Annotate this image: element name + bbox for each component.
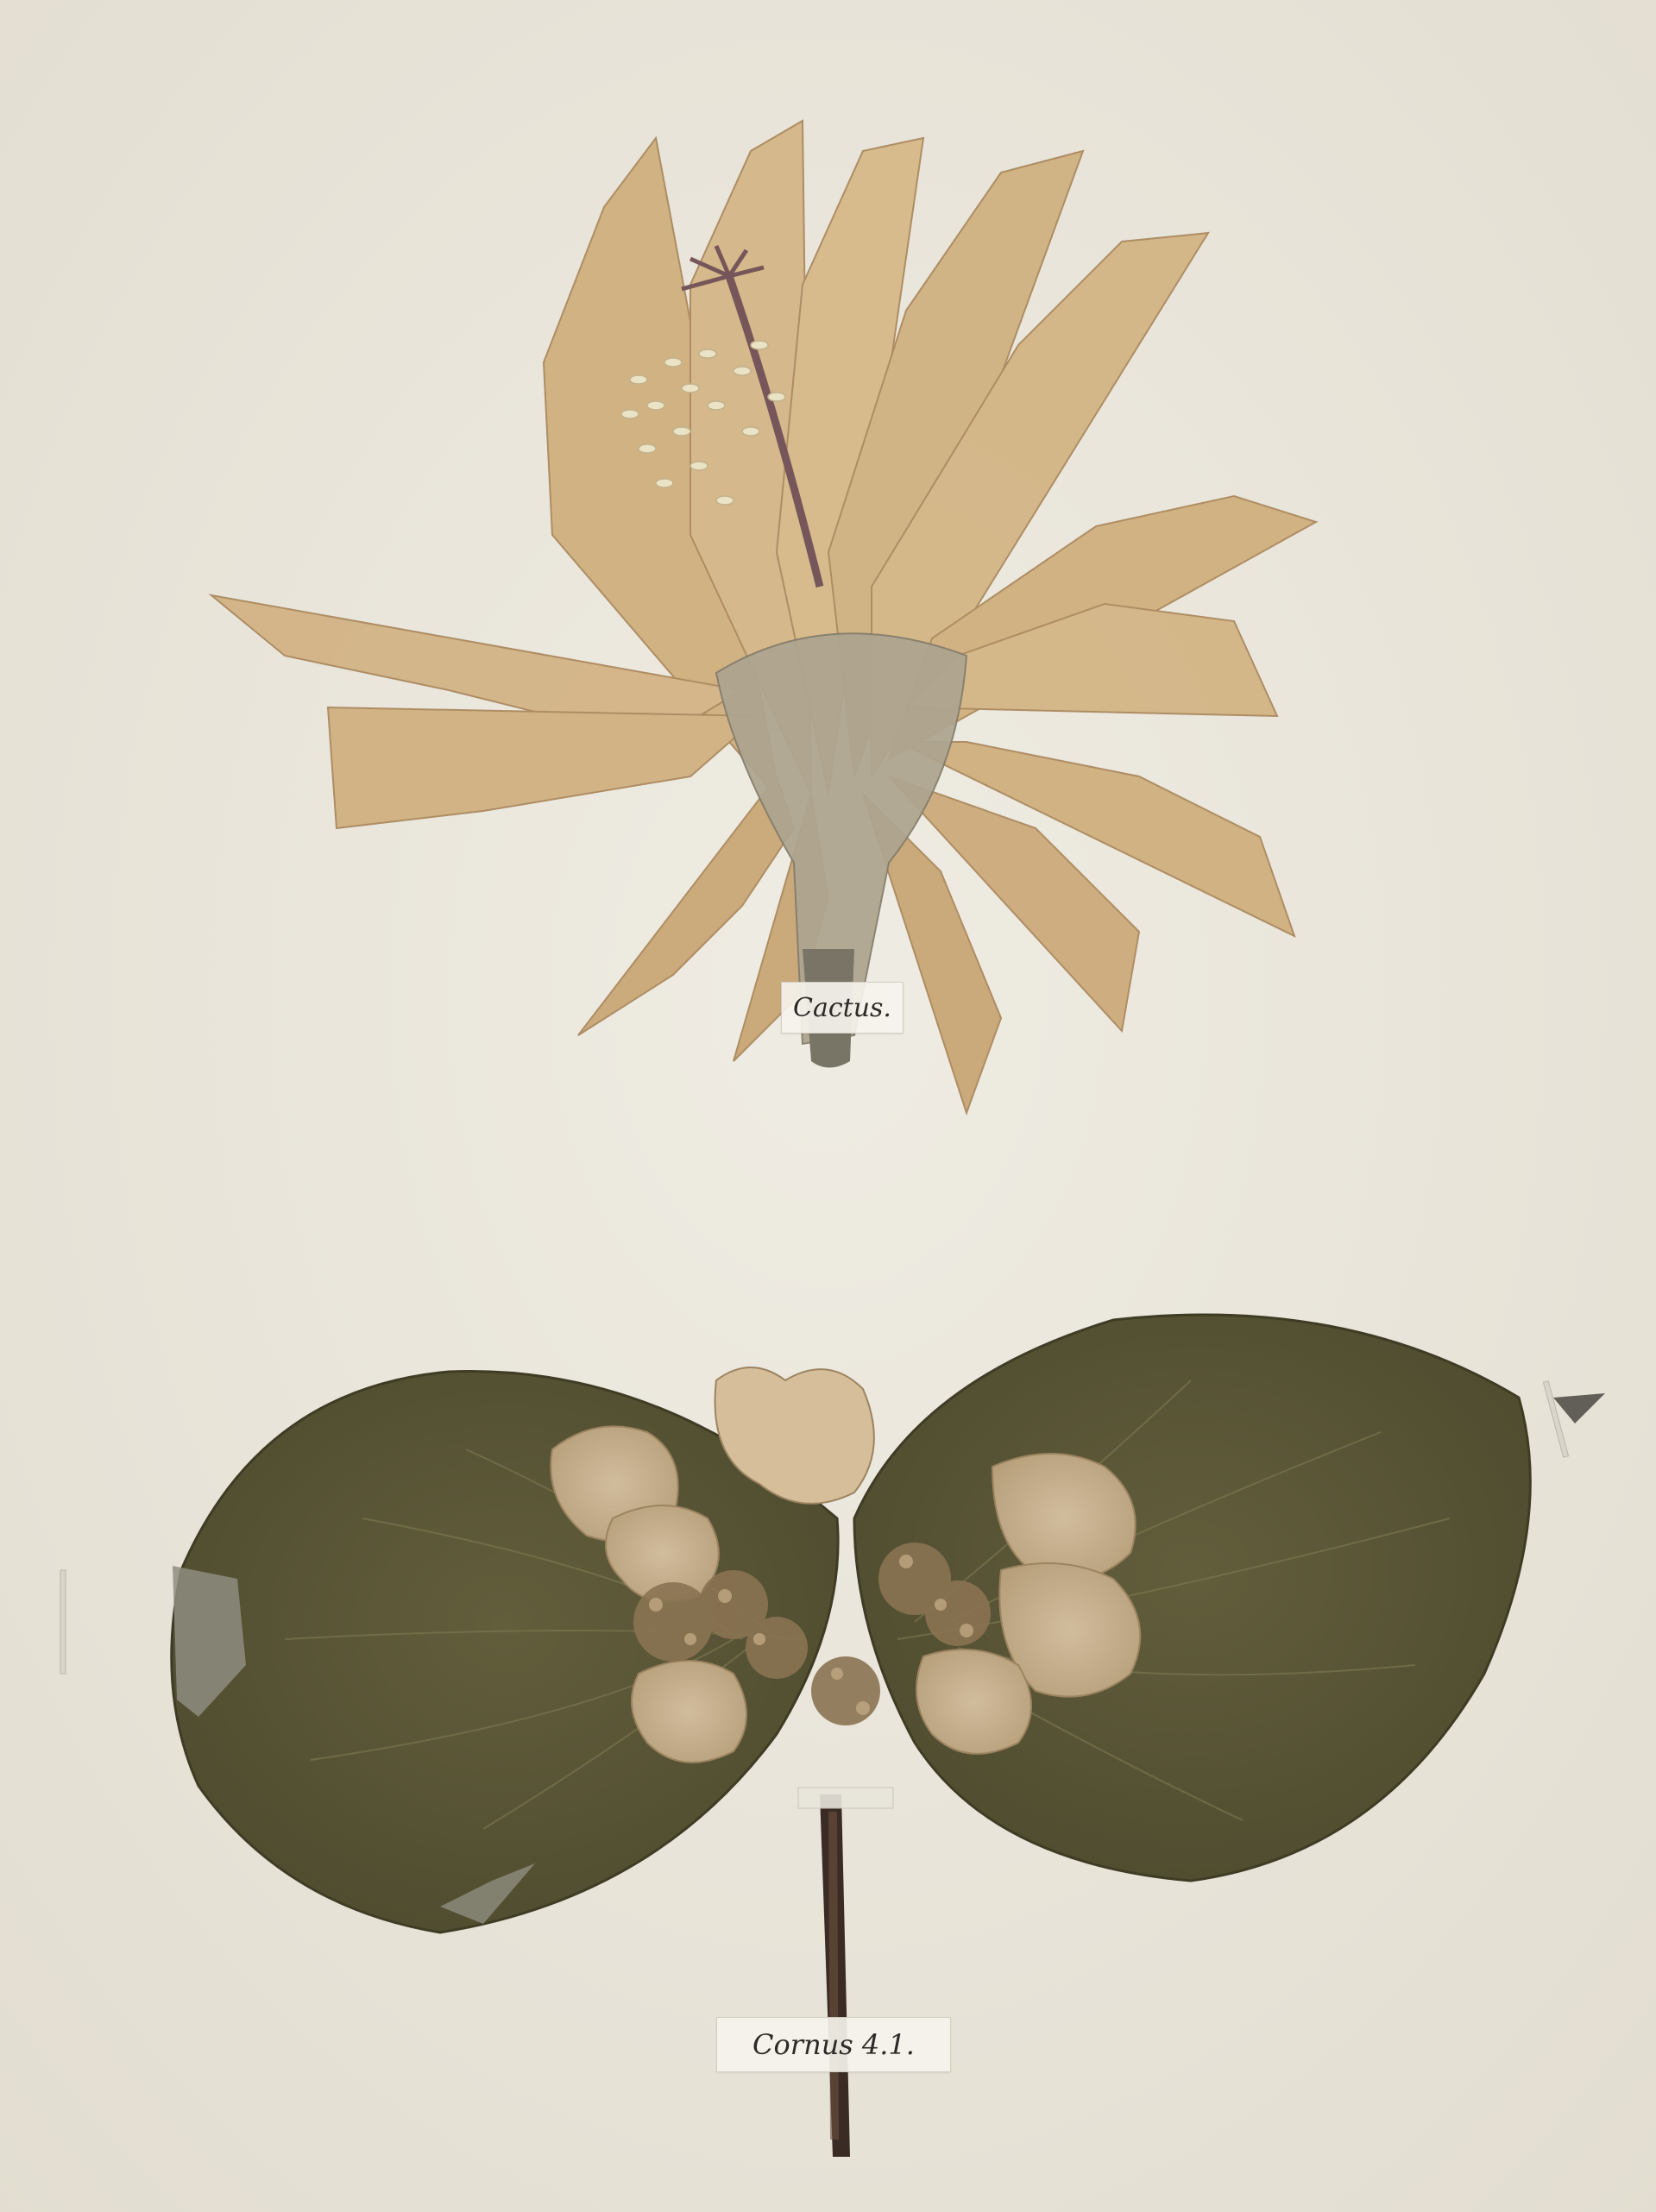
mount-strip-left [60,1570,66,1674]
cactus-label: Cactus. [781,982,904,1034]
cornus-label: Cornus 4.1. [716,2017,951,2072]
